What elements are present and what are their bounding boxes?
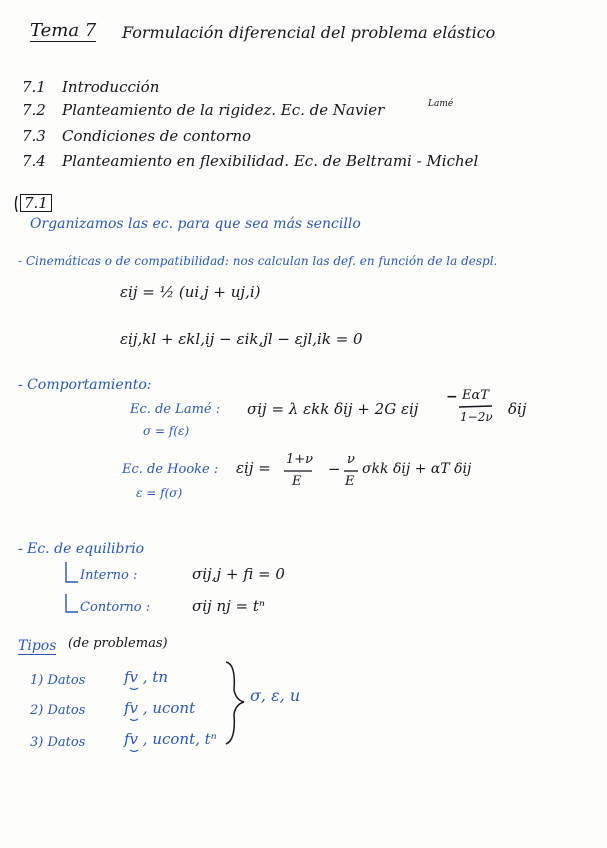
hooke-f2-num: ν [347, 452, 355, 467]
chapter-label: Tema 7 [30, 20, 97, 41]
tipo-data-2: fv , ucont [124, 699, 196, 717]
strain-equation: εij = ½ (ui,j + uj,i) [120, 283, 261, 301]
tipos-result: σ, ε, u [250, 686, 301, 705]
hooke-equation: εij = [236, 459, 271, 477]
hooke-minus: − [328, 460, 341, 478]
hooke-f1-den: E [292, 474, 302, 489]
lame-sub: σ = f(ε) [143, 424, 190, 438]
lame-tail: δij [508, 400, 527, 418]
toc-item-4: Planteamiento en flexibilidad. Ec. de Beltrami - Michel [62, 152, 479, 170]
interno-label: Interno : [80, 568, 138, 583]
tipo-label-3: 3) Datos [30, 735, 86, 750]
interno-equation: σij,j + fi = 0 [192, 565, 285, 583]
hooke-f2-den: E [345, 474, 355, 489]
tipo-data-1: fv , tn [124, 668, 169, 686]
page-title: Formulación diferencial del problema elástico [122, 23, 496, 42]
toc-item-1: Introducción [62, 78, 160, 96]
compatibility-equation: εij,kl + εkl,ij − εik,jl − εjl,ik = 0 [120, 330, 363, 348]
toc-item-3: Condiciones de contorno [62, 127, 252, 145]
toc-item-2: Planteamiento de la rigidez. Ec. de Navier [62, 101, 385, 119]
hooke-sub: ε = f(σ) [136, 486, 183, 500]
hooke-label: Ec. de Hooke : [122, 462, 219, 477]
tipo-label-2: 2) Datos [30, 703, 86, 718]
toc-annotation: Lamé [428, 99, 454, 109]
tipos-heading: Tipos [18, 638, 57, 654]
toc-num-3: 7.3 [22, 127, 46, 145]
comportamiento-line: - Comportamiento: [18, 377, 152, 393]
contorno-label: Contorno : [80, 600, 151, 615]
hooke-tail: σkk δij + αT δij [362, 461, 472, 477]
equilibrio-line: - Ec. de equilibrio [18, 541, 145, 557]
cinematicas-line: - Cinemáticas o de compatibilidad: nos calculan las def. en función de la despl. [18, 254, 498, 268]
contorno-equation: σij nj = tⁿ [192, 597, 265, 615]
lame-fraction-denominator: 1−2ν [460, 410, 493, 424]
lame-equation: σij = λ εkk δij + 2G εij [247, 400, 419, 418]
hooke-f1-num: 1+ν [286, 452, 314, 467]
section-label: 7.1 [20, 194, 52, 212]
lame-label: Ec. de Lamé : [130, 402, 221, 417]
section-intro: Organizamos las ec. para que sea más sencillo [30, 216, 361, 232]
lame-fraction-numerator: EαT [462, 388, 489, 403]
tipo-label-1: 1) Datos [30, 673, 86, 688]
notes-page: Tema 7 Formulación diferencial del problema elástico 7.1 Introducción 7.2 Planteamiento de la rigidez. Ec. de Navier Lamé 7.3 Condiciones de contorno 7.4 Planteamiento en flexibilidad. Ec. de Beltrami - Michel 7.1 Organizamos las ec. para que sea más sencillo - Cinemáticas o de compatibilidad: nos calculan las def. en función de la despl. εij = ½ (ui,j + uj,i) εij,kl + εkl,ij − εik,jl − εjl,ik = 0 - Comportamiento: Ec. de Lamé : σ = f(ε) σij = λ εkk δij + 2G εij − EαT 1−2ν δij Ec. de Hooke : ε = f(σ) εij = 1+ν E − ν E σkk δij + αT δij - Ec. de equilibrio Interno : σij,j + fi = 0 Contorno : σij nj = tⁿ Tipos (de problemas) 1) Datos fv , tn 2) Datos fv , ucont 3) Datos fv , ucont, tⁿ σ, ε, u [0, 0, 607, 848]
toc-num-4: 7.4 [22, 152, 46, 170]
tipo-data-3: fv , ucont, tⁿ [124, 730, 217, 748]
toc-num-1: 7.1 [22, 78, 46, 96]
toc-num-2: 7.2 [22, 101, 46, 119]
tipos-note: (de problemas) [68, 636, 168, 651]
